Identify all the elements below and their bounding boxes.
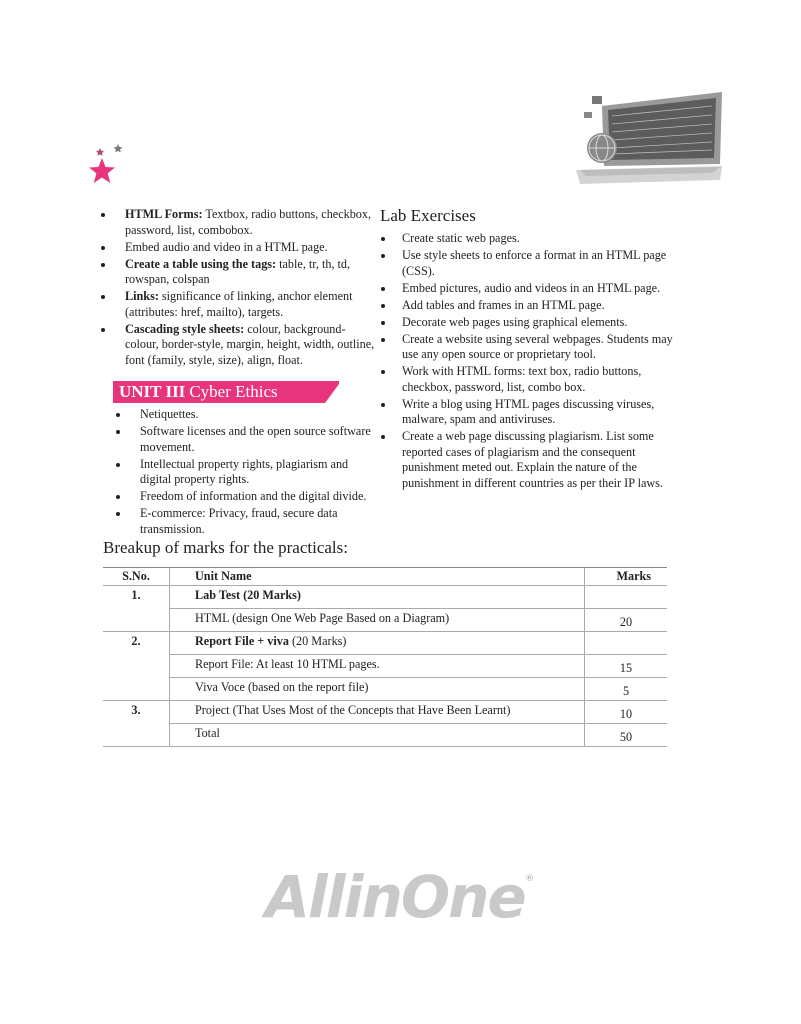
stars-decoration xyxy=(88,140,128,190)
list-item: E-commerce: Privacy, fraud, secure data transmission. xyxy=(115,506,375,537)
lab-exercises-heading: Lab Exercises xyxy=(380,206,476,225)
marks-header: Marks xyxy=(585,568,668,586)
list-item: Create static web pages. xyxy=(380,231,680,247)
table-row: 3. Project (That Uses Most of the Concepts that Have Been Learnt) 10 xyxy=(103,701,667,724)
unit-number: UNIT III xyxy=(119,382,186,401)
list-item: Freedom of information and the digital divide. xyxy=(115,489,375,505)
right-column xyxy=(380,206,680,493)
list-item: HTML Forms: Textbox, radio buttons, checkbox, password, list, combobox. xyxy=(100,207,375,238)
laptop-illustration xyxy=(572,88,727,188)
table-header-row xyxy=(103,568,667,586)
list-item: Write a blog using HTML pages discussing viruses, malware, spam and antiviruses. xyxy=(380,397,680,428)
list-item: Netiquettes. xyxy=(115,407,375,423)
list-item: Software licenses and the open source software movement. xyxy=(115,424,375,455)
marks-table xyxy=(103,567,667,747)
list-item: Add tables and frames in an HTML page. xyxy=(380,298,680,314)
marks-breakup-heading: Breakup of marks for the practicals: xyxy=(103,538,348,557)
list-item: Create a website using several webpages. Students may use any open source or proprietary tool. xyxy=(380,332,680,363)
registered-mark: ® xyxy=(525,874,534,884)
table-row: 2. Report File + viva (20 Marks) xyxy=(103,632,667,655)
list-item: Work with HTML forms: text box, radio buttons, checkbox, password, list, combo box. xyxy=(380,364,680,395)
list-item: Embed audio and video in a HTML page. xyxy=(100,240,375,256)
allinone-logo: AllinOne ® xyxy=(265,863,534,931)
table-row: Viva Voce (based on the report file) 5 xyxy=(103,678,667,701)
pink-star-icon xyxy=(89,158,115,183)
lab-exercises-list xyxy=(380,231,680,491)
table-row: Total 50 xyxy=(103,724,667,747)
table-row: HTML (design One Web Page Based on a Diagram) 20 xyxy=(103,609,667,632)
list-item: Create a table using the tags: table, tr, th, td, rowspan, colspan xyxy=(100,257,375,288)
small-gray-star-icon xyxy=(114,144,123,153)
list-item: Links: significance of linking, anchor element (attributes: href, mailto), targets. xyxy=(100,289,375,320)
list-item: Decorate web pages using graphical elements. xyxy=(380,315,680,331)
left-column xyxy=(100,207,375,539)
list-item: Embed pictures, audio and videos in an HTML page. xyxy=(380,281,680,297)
unit-title: Cyber Ethics xyxy=(189,382,278,401)
list-item: Cascading style sheets: colour, background-colour, border-style, margin, height, width, outline, font (family, style, size), align, float. xyxy=(100,322,375,369)
unit-name-header: Unit Name xyxy=(170,568,585,586)
list-item: Intellectual property rights, plagiarism and digital property rights. xyxy=(115,457,375,488)
list-item: Use style sheets to enforce a format in an HTML page (CSS). xyxy=(380,248,680,279)
unit-banner xyxy=(113,381,339,403)
list-item: Create a web page discussing plagiarism. List some reported cases of plagiarism and the consequent punishment meted out. Explain the nature of the punishment in different countries as per their IP laws. xyxy=(380,429,680,491)
html-topics-list xyxy=(100,207,375,368)
sno-header: S.No. xyxy=(103,568,170,586)
small-star-icon xyxy=(96,148,104,156)
table-row: Report File: At least 10 HTML pages. 15 xyxy=(103,655,667,678)
table-row: 1. Lab Test (20 Marks) xyxy=(103,586,667,609)
cyber-ethics-list xyxy=(115,407,375,537)
